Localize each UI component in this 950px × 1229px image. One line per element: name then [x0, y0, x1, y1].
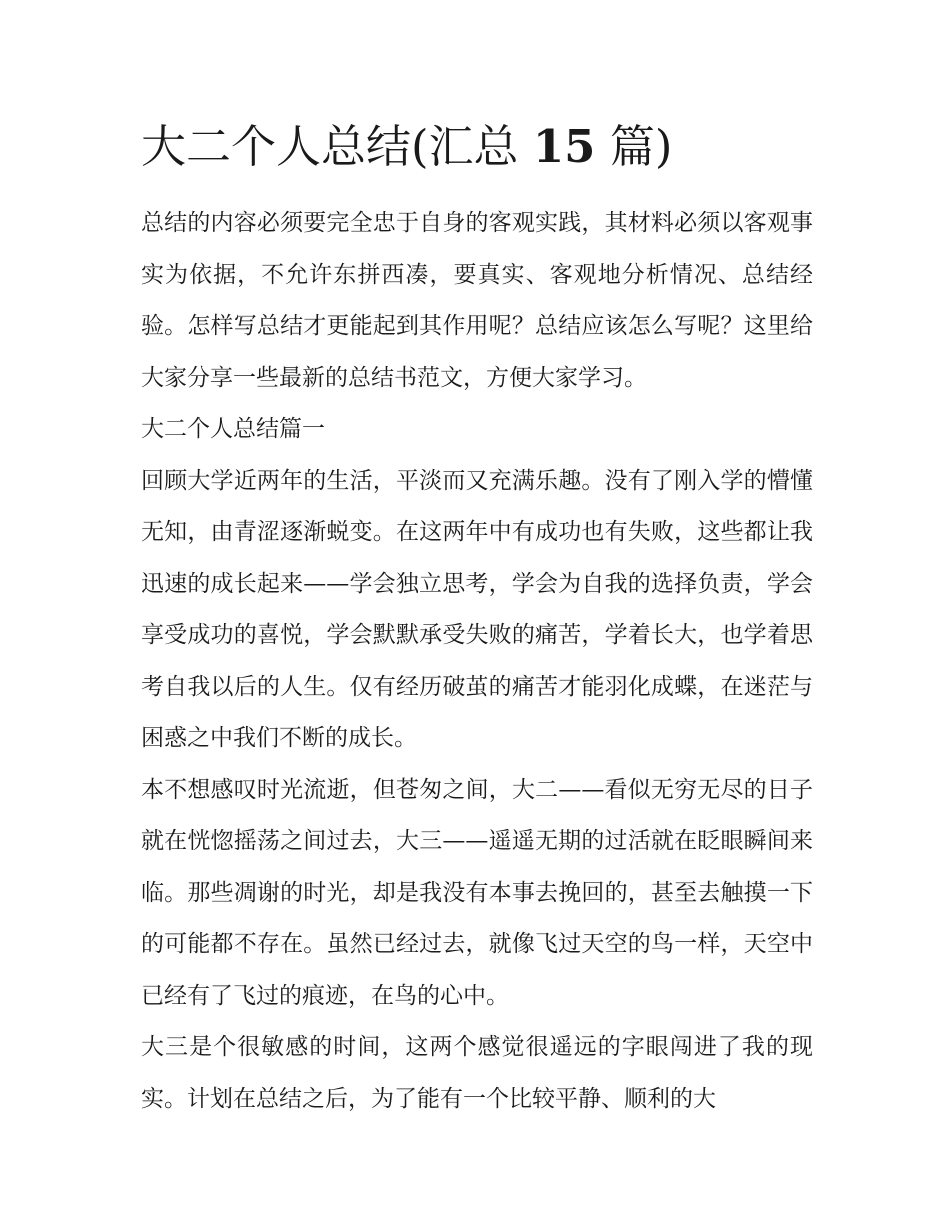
document-title: [141, 116, 813, 178]
body-paragraph-2: 本不想感叹时光流逝，但苍匆之间，大二——看似无穷无尽的日子就在恍惚摇荡之间过去，大三——遥遥无期的过活就在眨眼瞬间来临。那些凋谢的时光，却是我没有本事去挽回的，甚至去触摸一下的可能都不存在。虽然已经过去，就像飞过天空的鸟一样，天空中已经有了飞过的痕迹，在鸟的心中。: [141, 776, 813, 1009]
intro-paragraph: 总结的内容必须要完全忠于自身的客观实践，其材料必须以客观事实为依据，不允许东拼西凑，要真实、客观地分析情况、总结经验。怎样写总结才更能起到其作用呢？总结应该怎么写呢？这里给大家分享一些最新的总结书范文，方便大家学习。: [141, 210, 813, 391]
body-paragraph-1: 回顾大学近两年的生活，平淡而又充满乐趣。没有了刚入学的懵懂无知，由青涩逐渐蜕变。在这两年中有成功也有失败，这些都让我迅速的成长起来——学会独立思考，学会为自我的选择负责，学会享受成功的喜悦，学会默默承受失败的痛苦，学着长大，也学着思考自我以后的人生。仅有经历破茧的痛苦才能羽化成蝶，在迷茫与困惑之中我们不断的成长。: [141, 467, 813, 751]
section-heading: 大二个人总结篇一: [141, 416, 325, 442]
body-paragraph-3: 大三是个很敏感的时间，这两个感觉很遥远的字眼闯进了我的现实。计划在总结之后，为了能有一个比较平静、顺利的大: [141, 1034, 813, 1112]
document-page: [141, 116, 813, 1125]
title-number: 15: [532, 120, 596, 173]
title-prefix: 大二个人总结(汇总: [141, 120, 519, 173]
title-suffix: 篇): [609, 120, 673, 173]
